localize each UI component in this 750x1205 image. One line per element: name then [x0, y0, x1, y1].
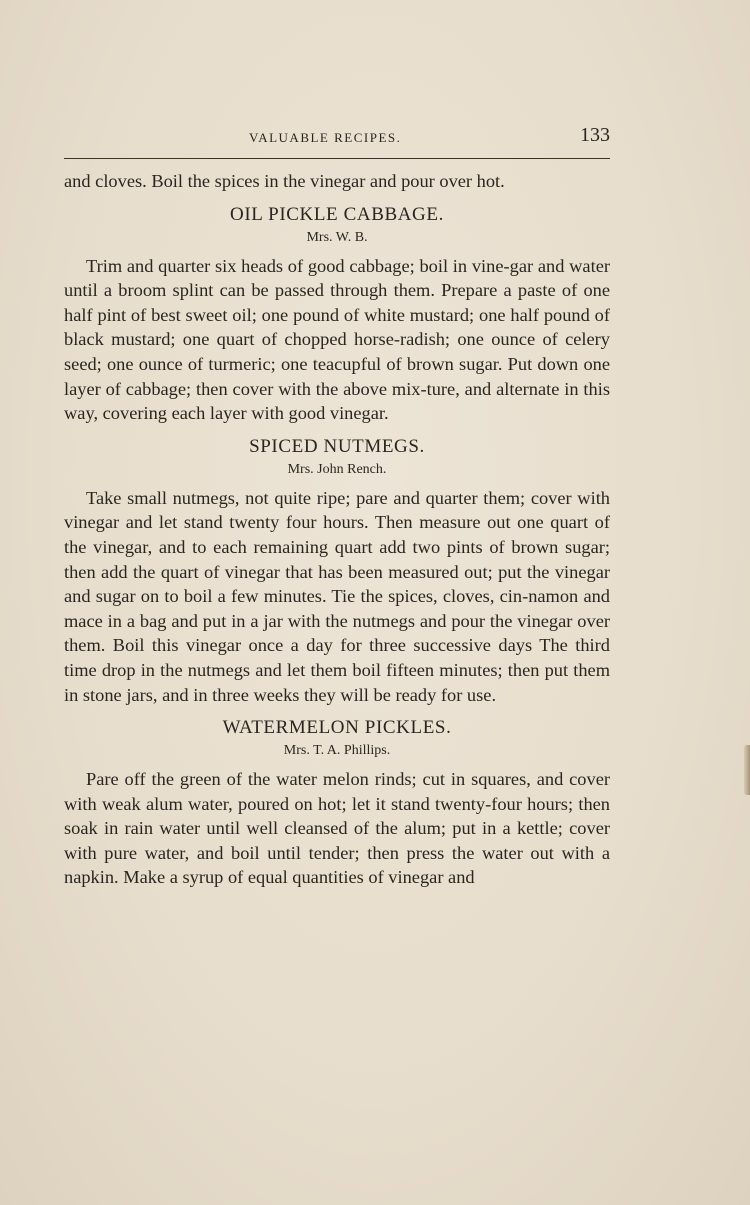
page-number: 133 [580, 124, 610, 146]
recipe-author-oil-pickle-cabbage: Mrs. W. B. [306, 229, 368, 245]
recipe-text-watermelon-pickles: Pare off the green of the water melon rinds; cut in squares, and cover with weak alum water, poured on hot; let it stand twenty-four hours; then soak in rain water until well cleansed of the alum; put in a kettle; cover with pure water, and boil until tender; then press the water out with a napkin. Make a syrup of equal quantities of vinegar and [64, 769, 610, 888]
book-page [64, 120, 610, 890]
recipe-title-spiced-nutmegs: SPICED NUTMEGS. [249, 435, 425, 457]
page-edge-tab [744, 745, 750, 795]
running-head [64, 120, 610, 150]
continuation-paragraph: and cloves. Boil the spices in the vinegar and pour over hot. [64, 171, 505, 191]
recipe-text-oil-pickle-cabbage: Trim and quarter six heads of good cabbage; boil in vine-gar and water until a broom splint can be passed through them. Prepare a paste of one half pint of best sweet oil; one pound of white mustard; one half pound of black mustard; one quart of chopped horse-radish; one ounce of celery seed; one ounce of turmeric; one teacupful of brown sugar. Put down one layer of cabbage; then cover with the above mix-ture, and alternate in this way, covering each layer with good vinegar. [64, 255, 610, 424]
recipe-author-watermelon-pickles: Mrs. T. A. Phillips. [283, 743, 391, 759]
header-rule [64, 158, 610, 159]
recipe-author-spiced-nutmegs: Mrs. John Rench. [287, 461, 387, 477]
recipe-title-oil-pickle-cabbage: OIL PICKLE CABBAGE. [230, 203, 444, 225]
running-title: VALUABLE RECIPES. [249, 130, 402, 145]
recipe-text-spiced-nutmegs: Take small nutmegs, not quite ripe; pare and quarter them; cover with vinegar and let stand twenty four hours. Then measure out one quart of the vinegar, and to each remaining quart add two pints of brown sugar; then add the quart of vinegar that has been measured out; put the vinegar and sugar on to boil a few minutes. Tie the spices, cloves, cin-namon and mace in a bag and put in a jar with the nutmegs and pour the vinegar over them. Boil this vinegar once a day for three successive days The third time drop in the nutmegs and let them boil fifteen minutes; then put them in stone jars, and in three weeks they will be ready for use. [64, 487, 610, 705]
recipe-title-watermelon-pickles: WATERMELON PICKLES. [222, 717, 452, 739]
